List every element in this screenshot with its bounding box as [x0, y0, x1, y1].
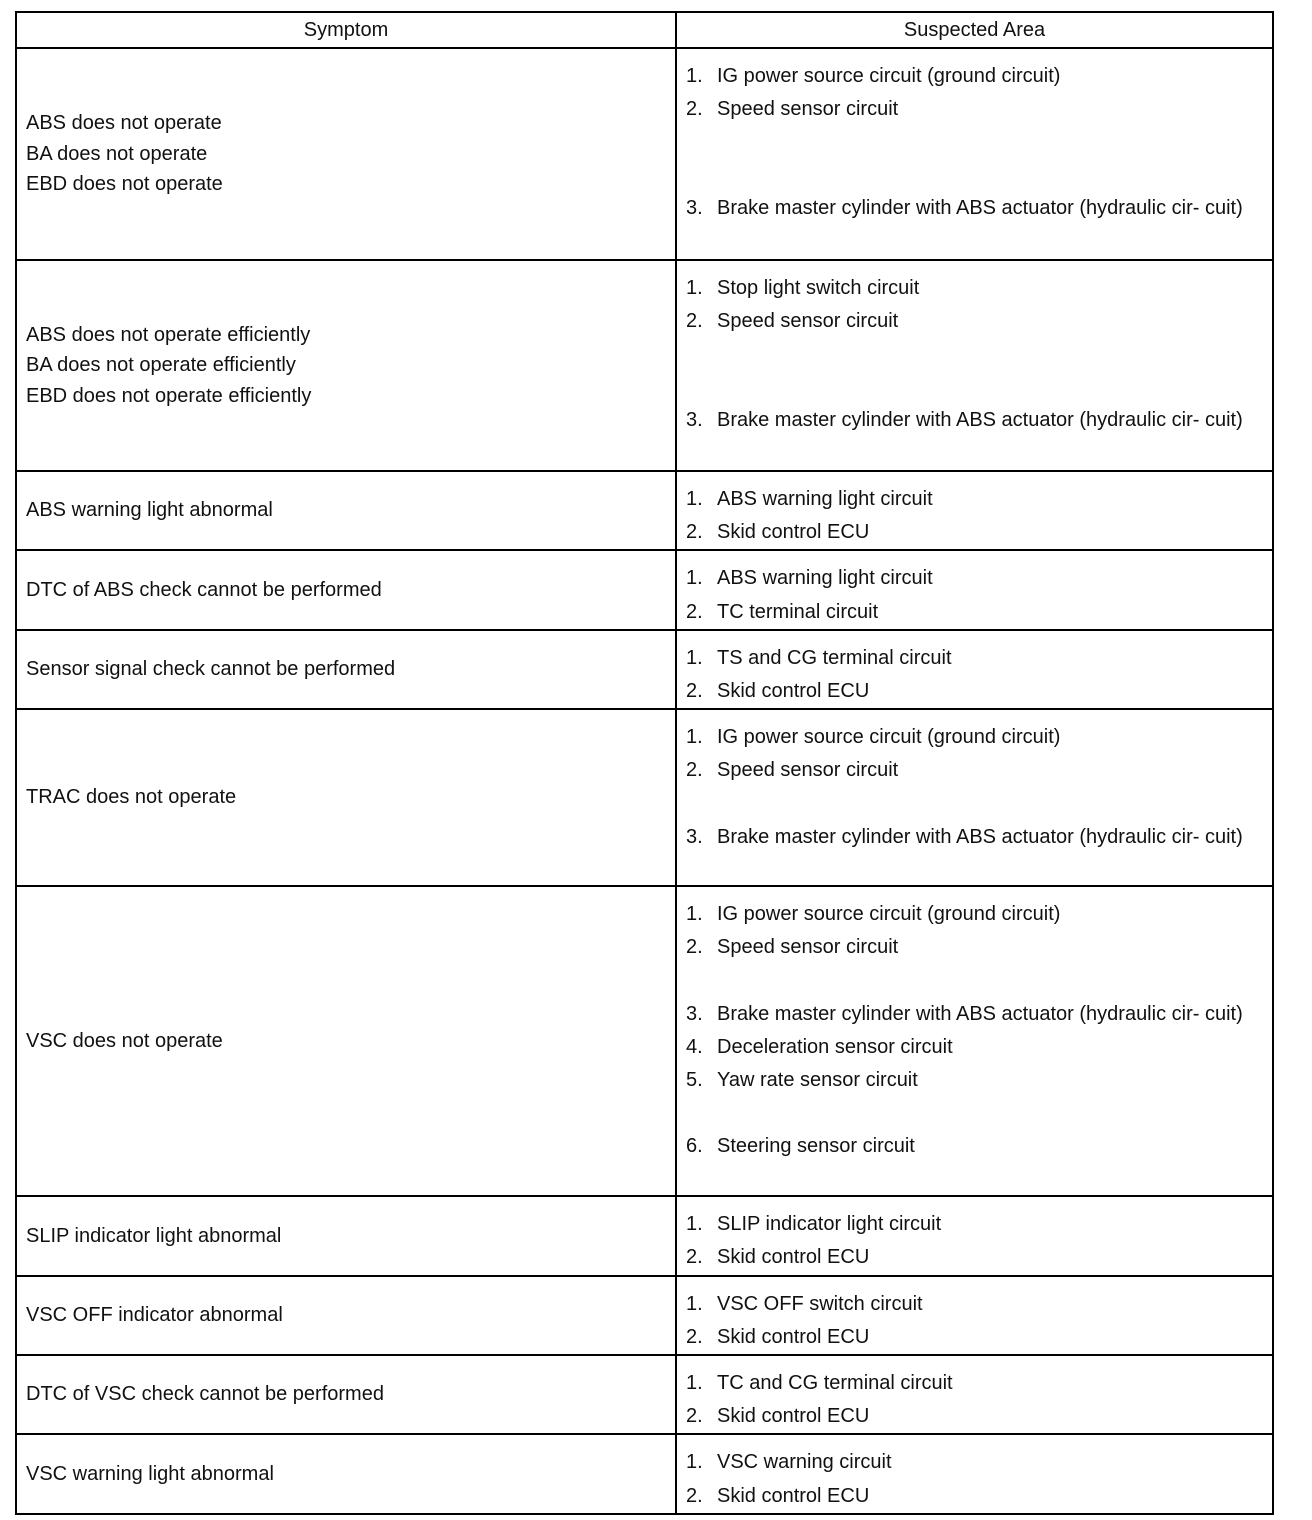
- item-number: 2.: [686, 1405, 703, 1428]
- symptom-text: VSC warning light abnormal: [26, 1462, 274, 1485]
- suspected-area-cell: [676, 550, 1273, 629]
- suspected-area-cell: [676, 630, 1273, 709]
- symptom-text: Sensor signal check cannot be performed: [26, 658, 396, 681]
- item-text: Skid control ECU: [717, 1325, 870, 1348]
- item-text: Yaw rate sensor circuit: [717, 1069, 918, 1092]
- list-item: [686, 721, 1248, 754]
- list-item: [686, 1130, 1248, 1163]
- item-number: 1.: [686, 65, 703, 87]
- item-number: 2.: [686, 98, 703, 121]
- list-item: [686, 675, 1248, 708]
- list-item: [686, 483, 1248, 516]
- table-row: [16, 48, 1273, 260]
- list-item: [686, 821, 1248, 854]
- suspected-area-cell: [676, 1276, 1273, 1355]
- item-text: Skid control ECU: [717, 1484, 870, 1507]
- item-number: 3.: [686, 825, 703, 848]
- suspected-area-cell: [676, 1434, 1273, 1513]
- symptom-cell: [16, 471, 676, 550]
- item-text: TS and CG terminal circuit: [717, 646, 952, 669]
- suspected-area-cell: [676, 1355, 1273, 1434]
- item-number: 3.: [686, 409, 703, 432]
- item-text: TC terminal circuit: [717, 600, 879, 623]
- item-number: 1.: [686, 1451, 703, 1474]
- item-text: TC and CG terminal circuit: [717, 1372, 953, 1395]
- list-item: [686, 1400, 1248, 1433]
- list-item: [686, 1480, 1248, 1513]
- item-text: ABS warning light circuit: [717, 567, 933, 590]
- item-text: Speed sensor circuit: [717, 98, 899, 121]
- symptom-text: DTC of VSC check cannot be performed: [26, 1383, 384, 1406]
- symptom-cell: [16, 1434, 676, 1513]
- suspected-area-cell: [676, 260, 1273, 471]
- list-item: [686, 1241, 1248, 1274]
- symptom-text: EBD does not operate efficiently: [26, 384, 312, 407]
- table-row: [16, 886, 1273, 1196]
- item-number: 3.: [686, 197, 703, 220]
- item-text: VSC warning circuit: [717, 1451, 892, 1474]
- symptom-text: DTC of ABS check cannot be performed: [26, 578, 382, 601]
- item-number: 2.: [686, 1484, 703, 1507]
- item-number: 2.: [686, 600, 703, 623]
- item-number: 1.: [686, 488, 703, 510]
- symptom-text: VSC does not operate: [26, 1029, 223, 1052]
- item-text: SLIP indicator light circuit: [717, 1213, 942, 1236]
- symptom-column-header: Symptom: [16, 12, 676, 48]
- item-number: 4.: [686, 1035, 703, 1058]
- item-text: IG power source circuit (ground circuit): [717, 726, 1061, 749]
- list-item: [686, 1208, 1248, 1241]
- list-item: [686, 1446, 1248, 1479]
- item-text: Skid control ECU: [717, 521, 870, 544]
- list-item: [686, 898, 1248, 931]
- list-item: [686, 562, 1248, 595]
- suspected-area-column-header: Suspected Area: [676, 12, 1273, 48]
- symptom-cell: [16, 1196, 676, 1275]
- table-row: [16, 260, 1273, 471]
- item-number: 2.: [686, 521, 703, 544]
- symptom-text: VSC OFF indicator abnormal: [26, 1304, 283, 1327]
- item-number: 1.: [686, 646, 703, 669]
- table-row: [16, 1355, 1273, 1434]
- list-item: [686, 754, 1248, 787]
- symptom-text: BA does not operate efficiently: [26, 354, 296, 377]
- suspected-area-cell: [676, 48, 1273, 260]
- item-number: 1.: [686, 277, 703, 299]
- item-text: Steering sensor circuit: [717, 1135, 915, 1158]
- table-header-row: [16, 12, 1273, 48]
- list-item: [686, 516, 1248, 549]
- item-text: Brake master cylinder with ABS actuator (hydraulic cir- cuit): [717, 1002, 1243, 1025]
- item-text: ABS warning light circuit: [717, 488, 933, 510]
- table-row: [16, 1434, 1273, 1513]
- item-text: Stop light switch circuit: [717, 277, 920, 299]
- item-number: 1.: [686, 1213, 703, 1236]
- item-number: 2.: [686, 936, 703, 959]
- item-number: 2.: [686, 680, 703, 703]
- table-row: [16, 471, 1273, 550]
- item-number: 3.: [686, 1002, 703, 1025]
- suspected-area-cell: [676, 471, 1273, 550]
- symptom-cell: [16, 260, 676, 471]
- list-item: [686, 596, 1248, 629]
- item-text: Speed sensor circuit: [717, 759, 899, 782]
- symptom-cell: [16, 1276, 676, 1355]
- item-number: 6.: [686, 1135, 703, 1158]
- list-item: [686, 404, 1248, 437]
- list-item: [686, 305, 1248, 338]
- item-text: Brake master cylinder with ABS actuator (hydraulic cir- cuit): [717, 825, 1243, 848]
- list-item: [686, 60, 1248, 93]
- item-number: 5.: [686, 1069, 703, 1092]
- symptom-text: EBD does not operate: [26, 173, 223, 196]
- item-text: Speed sensor circuit: [717, 310, 899, 333]
- list-item: [686, 272, 1248, 305]
- item-text: Brake master cylinder with ABS actuator (hydraulic cir- cuit): [717, 197, 1243, 220]
- table-row: [16, 1196, 1273, 1275]
- symptom-text: ABS does not operate: [26, 112, 222, 135]
- symptom-text: TRAC does not operate: [26, 786, 237, 809]
- symptom-text: ABS does not operate efficiently: [26, 323, 311, 346]
- suspected-area-cell: [676, 1196, 1273, 1275]
- item-text: Skid control ECU: [717, 680, 870, 703]
- list-item: [686, 1367, 1248, 1400]
- symptom-cell: [16, 1355, 676, 1434]
- item-text: IG power source circuit (ground circuit): [717, 903, 1061, 926]
- item-number: 2.: [686, 1246, 703, 1269]
- symptom-text: ABS warning light abnormal: [26, 499, 273, 522]
- item-text: Speed sensor circuit: [717, 936, 899, 959]
- item-number: 1.: [686, 903, 703, 926]
- table-row: [16, 709, 1273, 886]
- item-text: IG power source circuit (ground circuit): [717, 65, 1061, 87]
- item-number: 1.: [686, 726, 703, 749]
- list-item: [686, 93, 1248, 126]
- item-text: Deceleration sensor circuit: [717, 1035, 953, 1058]
- symptom-cell: [16, 886, 676, 1196]
- item-number: 1.: [686, 1372, 703, 1395]
- item-number: 1.: [686, 567, 703, 590]
- list-item: [686, 1064, 1248, 1097]
- item-number: 2.: [686, 759, 703, 782]
- list-item: [686, 1288, 1248, 1321]
- symptom-table: [15, 11, 1274, 1515]
- item-text: Brake master cylinder with ABS actuator (hydraulic cir- cuit): [717, 409, 1243, 432]
- list-item: [686, 998, 1248, 1031]
- symptom-cell: [16, 550, 676, 629]
- list-item: [686, 192, 1248, 225]
- list-item: [686, 931, 1248, 964]
- item-text: VSC OFF switch circuit: [717, 1292, 923, 1315]
- item-number: 2.: [686, 1325, 703, 1348]
- symptom-cell: [16, 709, 676, 886]
- list-item: [686, 1321, 1248, 1354]
- list-item: [686, 642, 1248, 675]
- symptom-text: SLIP indicator light abnormal: [26, 1224, 282, 1247]
- suspected-area-cell: [676, 709, 1273, 886]
- item-number: 1.: [686, 1292, 703, 1315]
- item-number: 2.: [686, 310, 703, 333]
- symptom-cell: [16, 630, 676, 709]
- symptom-cell: [16, 48, 676, 260]
- table-row: [16, 550, 1273, 629]
- list-item: [686, 1031, 1248, 1064]
- item-text: Skid control ECU: [717, 1405, 870, 1428]
- symptom-text: BA does not operate: [26, 142, 208, 165]
- suspected-area-cell: [676, 886, 1273, 1196]
- item-text: Skid control ECU: [717, 1246, 870, 1269]
- table-row: [16, 630, 1273, 709]
- table-row: [16, 1276, 1273, 1355]
